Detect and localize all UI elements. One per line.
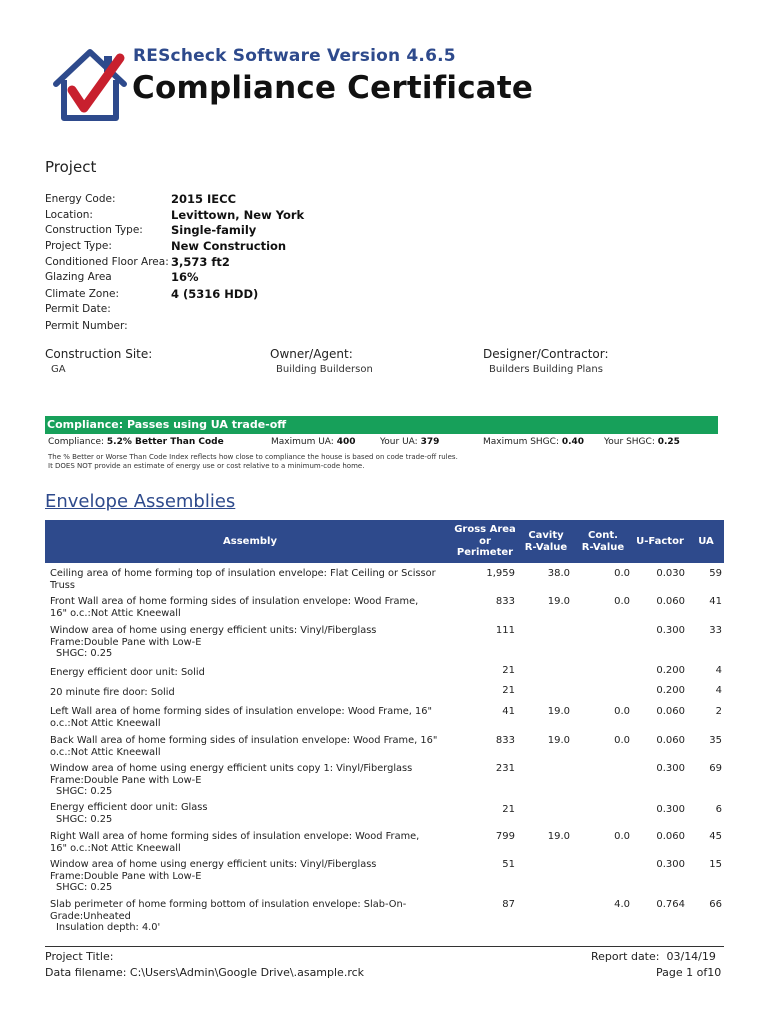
energy-code-value: 2015 IECC	[171, 192, 237, 206]
col-ufactor: U-Factor	[636, 536, 684, 547]
your-ua-value: 379	[420, 437, 440, 447]
your-shgc-value: 0.25	[657, 437, 680, 447]
designer-contractor-label: Designer/Contractor:	[483, 347, 609, 361]
software-version: REScheck Software Version 4.6.5	[133, 46, 456, 66]
cavity-r: 38.0	[547, 568, 570, 579]
desc-line: Grade:Unheated	[50, 910, 131, 922]
ua-value: 66	[709, 899, 722, 910]
max-ua-value: 400	[336, 437, 356, 447]
desc-line: o.c.:Not Attic Kneewall	[50, 717, 161, 729]
max-shgc-value: 0.40	[561, 437, 585, 447]
table-header	[45, 520, 724, 563]
desc-line: Slab perimeter of home forming bottom of insulation envelope: Slab-On-	[50, 899, 407, 910]
climate-zone-label: Climate Zone:	[45, 288, 120, 300]
desc-line: SHGC: 0.25	[56, 786, 113, 797]
u-factor: 0.300	[656, 859, 685, 870]
owner-agent-value: Building Builderson	[276, 364, 373, 375]
desc-line: Window area of home using energy efficient units: Vinyl/Fiberglass	[50, 625, 377, 636]
page-title: Compliance Certificate	[132, 70, 534, 106]
desc-line: Right Wall area of home forming sides of insulation envelope: Wood Frame,	[50, 831, 420, 842]
cont-r: 0.0	[614, 735, 630, 746]
desc-line: 16" o.c.:Not Attic Kneewall	[50, 607, 181, 619]
project-type-label: Project Type:	[45, 240, 112, 252]
rescheck-logo-icon	[50, 44, 130, 124]
assembly-desc	[50, 625, 462, 660]
owner-agent-label: Owner/Agent:	[270, 347, 353, 361]
gross-area: 21	[502, 665, 515, 676]
max-shgc-label: Maximum SHGC:	[483, 437, 559, 447]
cont-r: 0.0	[614, 706, 630, 717]
ua-value: 2	[715, 706, 722, 717]
desc-line: Frame:Double Pane with Low-E	[50, 870, 202, 882]
u-factor: 0.300	[656, 763, 685, 774]
compliance-note-1: The % Better or Worse Than Code Index reflects how close to compliance the house is based on code trade-off rules.	[48, 453, 458, 461]
glazing-area-label: Glazing Area	[45, 271, 112, 283]
col-gross-area-line1: Gross Area	[454, 524, 516, 535]
assembly-desc	[50, 735, 462, 758]
col-cavity-line1: Cavity	[528, 530, 564, 541]
floor-area-label: Conditioned Floor Area:	[45, 256, 169, 268]
desc-line: Left Wall area of home forming sides of insulation envelope: Wood Frame, 16"	[50, 706, 432, 717]
floor-area-value: 3,573 ft2	[171, 255, 230, 269]
cavity-r: 19.0	[547, 706, 570, 717]
desc-line: SHGC: 0.25	[56, 882, 113, 893]
ua-value: 33	[709, 625, 722, 636]
desc-line: Back Wall area of home forming sides of insulation envelope: Wood Frame, 16"	[50, 735, 438, 746]
u-factor: 0.300	[656, 625, 685, 636]
your-ua	[380, 437, 439, 447]
col-gross-area-line3: Perimeter	[456, 547, 514, 558]
assembly-desc	[50, 706, 462, 729]
compliance-title: Compliance: Passes using UA trade-off	[47, 418, 287, 431]
glazing-area-value: 16%	[171, 270, 199, 284]
your-ua-label: Your UA:	[380, 437, 418, 447]
col-ua: UA	[698, 536, 714, 547]
report-date	[591, 950, 716, 963]
climate-zone-value: 4 (5316 HDD)	[171, 287, 259, 301]
report-date-label: Report date:	[591, 950, 660, 963]
assembly-desc	[50, 763, 462, 798]
permit-number-label: Permit Number:	[45, 320, 128, 332]
ua-value: 35	[709, 735, 722, 746]
desc-line: Energy efficient door unit: Glass	[50, 802, 208, 813]
desc-line: SHGC: 0.25	[56, 813, 113, 825]
u-factor: 0.060	[656, 831, 685, 842]
desc-line: Ceiling area of home forming top of insulation envelope: Flat Ceiling or Scissor	[50, 568, 436, 579]
u-factor: 0.200	[656, 665, 685, 676]
assembly-desc	[50, 667, 462, 679]
data-filename: Data filename: C:\Users\Admin\Google Drive\.asample.rck	[45, 966, 365, 979]
report-date-value: 03/14/19	[666, 950, 716, 963]
ua-value: 59	[709, 568, 722, 579]
cavity-r: 19.0	[547, 596, 570, 607]
desc-line: Frame:Double Pane with Low-E	[50, 774, 202, 786]
gross-area: 231	[495, 763, 515, 774]
footer-divider	[45, 946, 724, 947]
u-factor: 0.764	[656, 899, 685, 910]
your-shgc-label: Your SHGC:	[604, 437, 655, 447]
u-factor: 0.060	[656, 735, 685, 746]
desc-line: Front Wall area of home forming sides of insulation envelope: Wood Frame,	[50, 596, 419, 607]
project-heading: Project	[45, 158, 97, 176]
ua-value: 41	[709, 596, 722, 607]
desc-line: 16" o.c.:Not Attic Kneewall	[50, 842, 181, 854]
cavity-r: 19.0	[547, 735, 570, 746]
desc-line: Truss	[50, 579, 75, 591]
ua-value: 45	[709, 831, 722, 842]
location-label: Location:	[45, 209, 93, 221]
cont-r: 0.0	[614, 831, 630, 842]
desc-line: SHGC: 0.25	[56, 648, 113, 659]
gross-area: 833	[495, 735, 515, 746]
cont-r: 0.0	[614, 568, 630, 579]
desc-line: Window area of home using energy efficient units copy 1: Vinyl/Fiberglass	[50, 763, 413, 774]
col-cont	[575, 530, 631, 553]
ua-value: 15	[709, 859, 722, 870]
col-gross-area-line2: or	[479, 535, 491, 547]
desc-line: Window area of home using energy efficient units: Vinyl/Fiberglass	[50, 859, 377, 870]
u-factor: 0.300	[656, 804, 685, 815]
col-gross-area	[445, 524, 525, 559]
gross-area: 87	[502, 899, 515, 910]
compliance-summary	[48, 437, 224, 447]
col-cont-line1: Cont.	[588, 530, 618, 541]
project-title-label: Project Title:	[45, 950, 114, 963]
desc-line: o.c.:Not Attic Kneewall	[50, 746, 161, 758]
cavity-r: 19.0	[547, 831, 570, 842]
gross-area: 799	[495, 831, 515, 842]
your-shgc	[604, 437, 680, 447]
assembly-desc	[50, 899, 462, 934]
u-factor: 0.030	[656, 568, 685, 579]
gross-area: 833	[495, 596, 515, 607]
max-shgc	[483, 437, 584, 447]
compliance-label: Compliance:	[48, 437, 105, 447]
assembly-desc	[50, 687, 462, 699]
max-ua	[271, 437, 356, 447]
desc-line: Frame:Double Pane with Low-E	[50, 636, 202, 648]
ua-value: 4	[715, 685, 722, 696]
permit-date-label: Permit Date:	[45, 303, 111, 315]
gross-area: 111	[495, 625, 515, 636]
col-cavity	[516, 530, 576, 553]
u-factor: 0.200	[656, 685, 685, 696]
gross-area: 21	[502, 685, 515, 696]
construction-site-value: GA	[51, 364, 66, 375]
u-factor: 0.060	[656, 706, 685, 717]
cont-r: 0.0	[614, 596, 630, 607]
energy-code-label: Energy Code:	[45, 193, 116, 205]
ua-value: 69	[709, 763, 722, 774]
assembly-desc	[50, 568, 462, 591]
construction-site-label: Construction Site:	[45, 347, 153, 361]
construction-type-label: Construction Type:	[45, 224, 143, 236]
compliance-value: 5.2% Better Than Code	[106, 437, 224, 447]
assembly-desc	[50, 831, 462, 854]
gross-area: 41	[502, 706, 515, 717]
construction-type-value: Single-family	[171, 223, 257, 237]
location-value: Levittown, New York	[171, 208, 305, 222]
ua-value: 4	[715, 665, 722, 676]
gross-area: 21	[502, 804, 515, 815]
desc-line: Energy efficient door unit: Solid	[50, 667, 205, 678]
cont-r: 4.0	[614, 899, 630, 910]
u-factor: 0.060	[656, 596, 685, 607]
col-cavity-line2: R-Value	[524, 541, 568, 553]
assembly-desc	[50, 596, 462, 619]
assembly-desc	[50, 802, 462, 825]
designer-contractor-value: Builders Building Plans	[489, 364, 603, 375]
page-number: Page 1 of10	[656, 966, 722, 979]
envelope-heading: Envelope Assemblies	[45, 491, 236, 512]
compliance-note-2: It DOES NOT provide an estimate of energy use or cost relative to a minimum-code home.	[48, 462, 365, 470]
desc-line: 20 minute fire door: Solid	[50, 687, 175, 698]
gross-area: 1,959	[486, 568, 515, 579]
gross-area: 51	[502, 859, 515, 870]
assembly-desc	[50, 859, 462, 894]
max-ua-label: Maximum UA:	[271, 437, 334, 447]
desc-line: Insulation depth: 4.0'	[56, 922, 161, 933]
ua-value: 6	[715, 804, 722, 815]
col-cont-line2: R-Value	[581, 541, 625, 553]
project-type-value: New Construction	[171, 239, 287, 253]
col-assembly: Assembly	[223, 536, 277, 547]
